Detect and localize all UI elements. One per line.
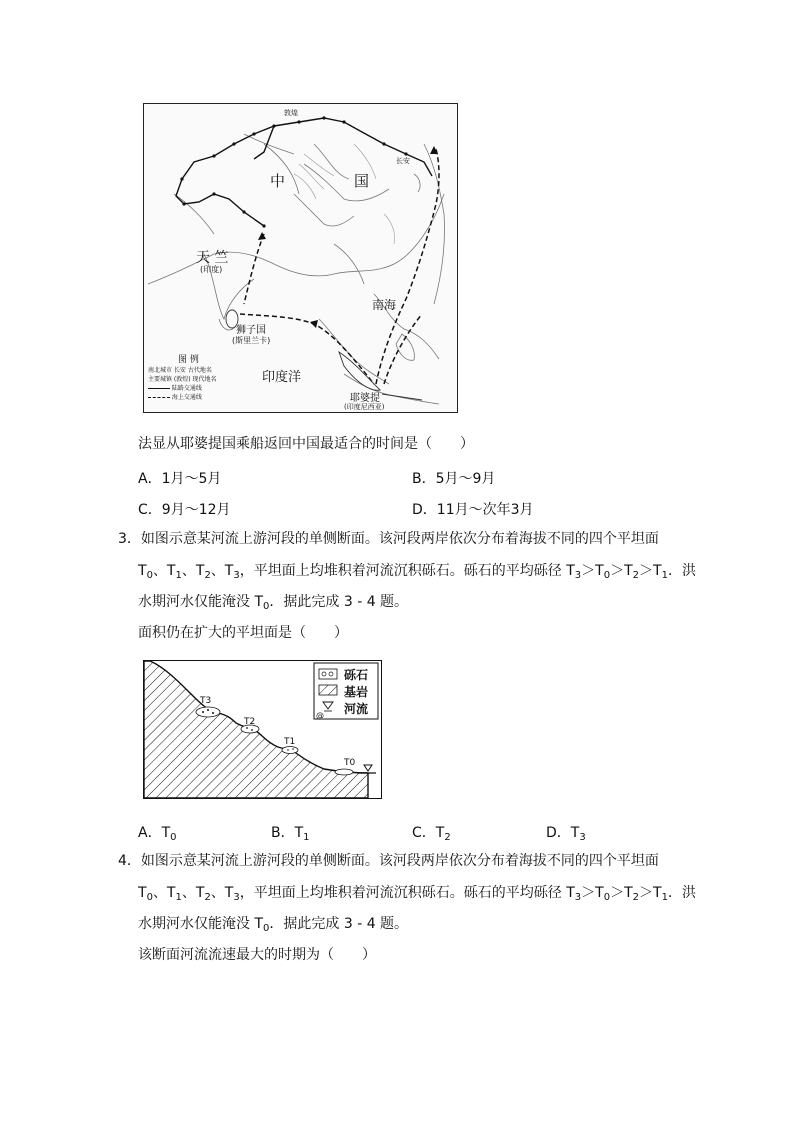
map-label-indian-ocean: 印度洋 [262,370,302,385]
legend-city2: 主要城镇 (敦煌) 现代地名 [148,376,217,383]
q2-stem: 法显从耶婆提国乘船返回中国最适合的时间是（ ） [138,436,474,452]
terrace-t0-label: T0 [344,758,356,768]
map-label-tianzhu-sub: (印度) [200,265,223,274]
q2-option-d[interactable]: D．11月～次年3月 [412,502,534,518]
q3-option-d[interactable]: D．$T_3$ [546,825,586,843]
legend-land: 陆路交通线 [148,383,217,392]
legend-city: 南北城市 长安 古代地名 [148,367,212,374]
map-label-shiziguo: 狮子国 [236,325,266,336]
terrace-t3-label: T3 [200,696,212,706]
map-label-china-b: 国 [354,172,370,190]
map-label-yepoti: 耶婆提 [350,393,380,404]
map-label-shiziguo-sub: (斯里兰卡) [232,336,271,345]
q4-number: 4． [118,853,141,869]
legend-at-mark: @ [316,711,324,720]
q4-line-3: 水期河水仅能淹没 $T_0$．据此完成 3 - 4 题。 [138,916,409,934]
map-figure [143,103,458,413]
legend-title: 图 例 [178,355,199,365]
q4-line-2: $T_0$、$T_1$、$T_2$、$T_3$，平坦面上均堆积着河流沉积砾石。砾石的平均砾径 $T_3>T_0>T_2>T_1$．洪 [138,885,696,903]
legend-sea: 海上交通线 [148,392,217,401]
q3-number: 3． [118,531,141,547]
river-profile-figure [143,660,382,799]
map-label-china-a: 中 [270,172,286,190]
q3-line-3: 水期河水仅能淹没 $T_0$．据此完成 3 - 4 题。 [138,594,409,612]
q3-option-a[interactable]: A．$T_0$ [138,825,177,843]
q3-line-2: $T_0$、$T_1$、$T_2$、$T_3$，平坦面上均堆积着河流沉积砾石。砾石的平均砾径 $T_3>T_0>T_2>T_1$．洪 [138,563,696,581]
terrace-t1-label: T1 [284,737,296,747]
map-label-dunhuang: 敦煌 [284,109,298,117]
q4-question: 该断面河流流速最大的时期为（ ） [138,947,376,963]
map-label-south-sea: 南海 [372,298,397,312]
legend-river: 河流 [344,702,369,716]
q2-option-c[interactable]: C．9月～12月 [138,502,231,518]
q2-option-b[interactable]: B．5月～9月 [412,471,496,487]
map-label-yepoti-sub: (印度尼西亚) [344,403,385,411]
map-label-tianzhu: 天 竺 [196,250,229,266]
legend-gravel: 砾石 [344,668,369,682]
map-legend [148,352,217,401]
q3-option-b[interactable]: B．$T_1$ [271,825,310,843]
q3-line-1: 3．如图示意某河流上游河段的单侧断面。该河段两岸依次分布着海拔不同的四个平坦面 [118,531,659,547]
q3-option-c[interactable]: C．$T_2$ [412,825,451,843]
legend-bedrock: 基岩 [344,685,369,699]
q3-question: 面积仍在扩大的平坦面是（ ） [138,625,348,641]
terrace-t2-label: T2 [244,717,256,727]
q4-line-1: 4．如图示意某河流上游河段的单侧断面。该河段两岸依次分布着海拔不同的四个平坦面 [118,853,659,869]
map-label-changan: 长安 [396,157,410,165]
q2-option-a[interactable]: A．1月～5月 [138,471,222,487]
